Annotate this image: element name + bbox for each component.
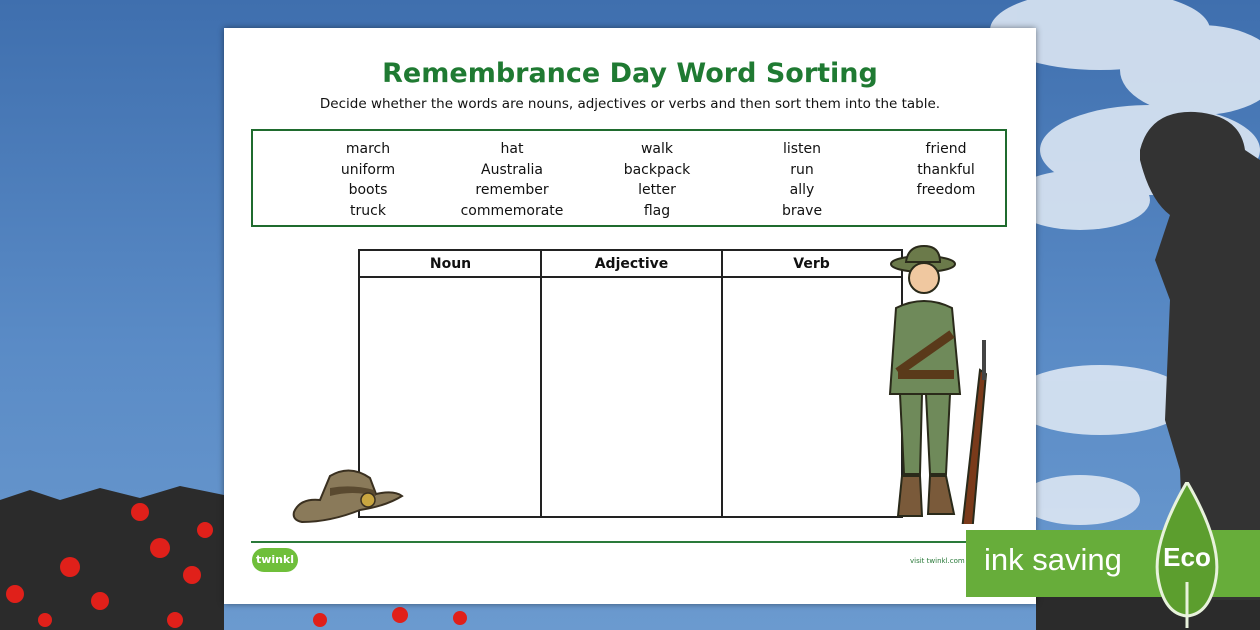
word: commemorate — [460, 202, 564, 219]
column-divider — [721, 251, 723, 516]
slouch-hat-illustration — [290, 460, 406, 528]
column-divider — [540, 251, 542, 516]
twinkl-logo: twinkl — [252, 548, 298, 572]
footer-url: visit twinkl.com — [910, 557, 965, 565]
word: brave — [781, 202, 823, 219]
word-column-4 — [727, 139, 877, 221]
word: listen — [782, 141, 822, 157]
word: friend — [925, 141, 967, 157]
eco-label: Eco — [1163, 542, 1211, 572]
worksheet-page — [224, 28, 1036, 604]
word: ally — [789, 182, 815, 198]
word: Australia — [481, 161, 543, 178]
word: run — [790, 161, 814, 178]
word: truck — [350, 202, 386, 219]
word: uniform — [340, 161, 396, 178]
footer-divider — [251, 541, 1007, 543]
word: thankful — [917, 161, 975, 178]
word-column-1 — [293, 139, 443, 221]
word: march — [345, 141, 391, 157]
word: backpack — [623, 161, 691, 178]
word: letter — [638, 182, 676, 198]
soldier-illustration — [868, 244, 994, 524]
word: flag — [643, 202, 671, 219]
page-title: Remembrance Day Word Sorting — [382, 58, 878, 89]
word: remember — [475, 182, 549, 198]
word-column-3 — [582, 139, 732, 221]
instructions: Decide whether the words are nouns, adjectives or verbs and then sort them into the table. — [319, 96, 941, 112]
sorting-table — [358, 249, 903, 518]
word: freedom — [916, 182, 976, 198]
header-noun: Noun — [360, 251, 541, 278]
word-column-5 — [871, 139, 1021, 201]
header-adjective: Adjective — [541, 251, 722, 278]
word: boots — [348, 182, 388, 198]
word: walk — [640, 141, 674, 157]
word-bank — [251, 129, 1007, 227]
word-column-2 — [437, 139, 587, 221]
word: hat — [500, 141, 524, 157]
header-verb: Verb — [722, 251, 901, 278]
ink-saving-text: ink saving — [984, 542, 1122, 577]
